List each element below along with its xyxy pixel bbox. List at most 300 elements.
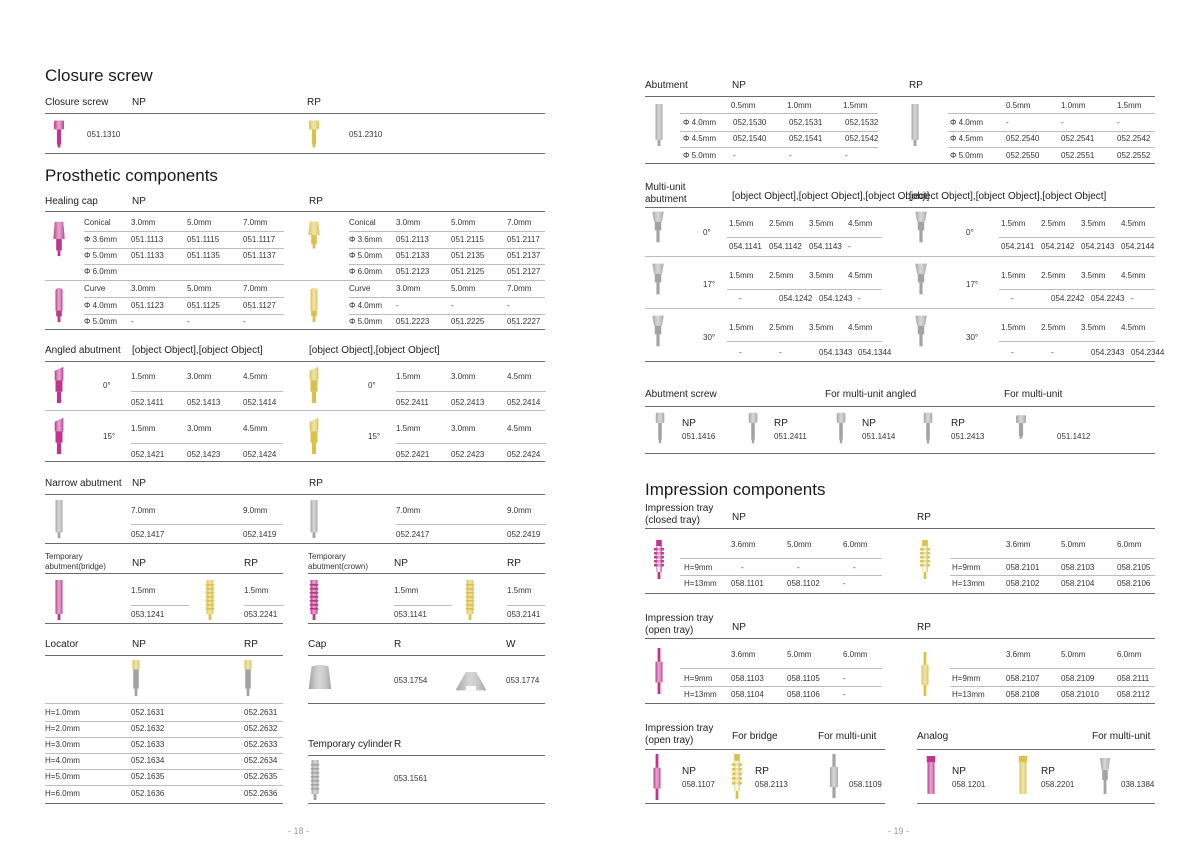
np-header: NP <box>132 558 146 569</box>
section-title: Impression components <box>645 480 826 499</box>
cap-w-icon <box>454 665 488 693</box>
row-label: abutment(crown) <box>308 562 369 571</box>
product-code: 054.2143 <box>1081 242 1115 251</box>
divider <box>349 297 545 298</box>
product-code: 052.1419 <box>243 530 277 539</box>
size-label: 3.5mm <box>809 323 834 332</box>
product-code: 052.2413 <box>451 398 485 407</box>
table-cell: 051.1117 <box>243 235 276 244</box>
divider <box>45 410 545 411</box>
size-label: 0.5mm <box>1006 101 1031 110</box>
product-code: 054.2142 <box>1041 242 1075 251</box>
height-label: H=5.0mm <box>45 772 80 781</box>
diameter-label: Φ 4.5mm <box>683 134 717 143</box>
product-code: 052.2550 <box>1006 151 1040 160</box>
table-cell: 051.2225 <box>451 317 485 326</box>
abutment-screw-rp-icon <box>747 411 759 445</box>
table-cell: Φ 5.0mm <box>84 317 118 326</box>
divider <box>308 755 545 756</box>
divider <box>349 231 545 232</box>
row-label: Temporary cylinder <box>308 739 393 750</box>
divider <box>45 703 283 704</box>
product-code: 058.2108 <box>1006 690 1040 699</box>
size-label: 1.5mm <box>244 586 269 595</box>
product-code: - <box>843 579 846 588</box>
product-code: 052.1417 <box>131 530 165 539</box>
size-label: 1.5mm <box>1117 101 1142 110</box>
product-code: - <box>1117 118 1120 127</box>
multiunit-np-icon <box>650 262 666 296</box>
row-label: Narrow abutment <box>45 478 122 489</box>
divider <box>948 147 1155 148</box>
size-label: 3.0mm <box>187 372 212 381</box>
size-label: 4.5mm <box>507 424 532 433</box>
size-label: 3.5mm <box>1081 323 1106 332</box>
product-code: 054.1242 <box>779 294 813 303</box>
closed-tray-rp-icon <box>918 540 932 580</box>
product-code: 058.1201 <box>952 780 986 789</box>
product-code: 058.21010 <box>1061 690 1099 699</box>
row-label: abutment(bridge) <box>45 562 106 571</box>
product-code: 052.1424 <box>243 450 277 459</box>
height-label: H=9mm <box>684 563 713 572</box>
height-label: H=4.0mm <box>45 756 80 765</box>
size-label: 4.5mm <box>1121 271 1146 280</box>
table-cell: - <box>187 317 190 326</box>
angled-abutment-0-np-icon <box>52 367 66 405</box>
product-code: - <box>1011 294 1014 303</box>
divider <box>645 528 1155 529</box>
angled-screw-np-icon <box>835 411 847 445</box>
divider <box>394 605 452 606</box>
healing-cap-curve-rp-icon <box>307 286 321 324</box>
closed-tray-np-icon <box>652 540 666 580</box>
row-label: Cap <box>308 639 327 650</box>
product-code: - <box>741 563 744 572</box>
divider <box>999 237 1155 238</box>
divider <box>84 231 284 232</box>
product-code: - <box>1061 118 1064 127</box>
table-cell: Conical <box>84 218 111 227</box>
rp-header: RP <box>307 97 321 108</box>
divider <box>45 280 545 281</box>
table-cell: 051.1133 <box>131 251 164 260</box>
rp-header: RP <box>507 558 521 569</box>
divider <box>84 264 284 265</box>
np-header: NP <box>132 478 146 489</box>
np-header: [object Object],[object Object] <box>132 345 263 356</box>
row-label: Closure screw <box>45 97 109 108</box>
divider <box>680 686 882 687</box>
product-code: - <box>845 151 848 160</box>
divider <box>950 575 1155 576</box>
row-label: Temporary <box>308 552 346 561</box>
product-code: 058.2112 <box>1117 690 1150 699</box>
product-code: 052.2632 <box>244 724 278 733</box>
product-code: 052.2631 <box>244 708 278 717</box>
r-header: R <box>394 739 402 750</box>
row-label: abutment <box>645 194 687 205</box>
np-header: NP <box>394 558 408 569</box>
product-code: 053.1774 <box>506 676 540 685</box>
table-cell: 051.2117 <box>507 235 540 244</box>
size-label: 3.6mm <box>1006 540 1031 549</box>
product-code: 052.2551 <box>1061 151 1095 160</box>
row-label: Abutment <box>645 80 688 91</box>
divider <box>84 297 284 298</box>
product-code: 054.1141 <box>729 242 762 251</box>
divider <box>917 749 1155 750</box>
divider <box>45 461 545 462</box>
size-label: 3.6mm <box>731 650 756 659</box>
product-code: 051.2411 <box>774 432 807 441</box>
product-code: - <box>843 690 846 699</box>
angle-label: 30° <box>966 333 979 342</box>
product-code: 058.2111 <box>1117 674 1150 683</box>
angle-label: 17° <box>703 280 716 289</box>
size-label: 1.5mm <box>131 424 156 433</box>
size-label: 1.5mm <box>1001 323 1026 332</box>
open-tray-multiunit-icon <box>826 754 842 798</box>
rp-header: RP <box>774 418 788 429</box>
product-code: 052.1632 <box>131 724 165 733</box>
open-tray-rp-icon <box>918 652 932 696</box>
product-code: 054.2344 <box>1131 348 1165 357</box>
section-title: Closure screw <box>45 66 153 85</box>
divider <box>999 341 1155 342</box>
product-code: 053.1141 <box>394 610 427 619</box>
product-code: 058.2113 <box>755 780 788 789</box>
product-code: 053.2141 <box>507 610 541 619</box>
divider <box>645 803 885 804</box>
product-code: 058.1104 <box>731 690 764 699</box>
size-label: 4.5mm <box>243 424 268 433</box>
divider <box>507 605 545 606</box>
np-header: NP <box>682 418 696 429</box>
open-tray-bridge-np-icon <box>650 754 664 800</box>
size-label: 2.5mm <box>1041 323 1066 332</box>
product-code: 052.1414 <box>243 398 277 407</box>
np-header: NP <box>952 766 966 777</box>
table-cell: - <box>451 301 454 310</box>
product-code: 054.2141 <box>1001 242 1035 251</box>
product-code: 054.1142 <box>769 242 802 251</box>
table-cell: 051.1127 <box>243 301 276 310</box>
product-code: - <box>797 563 800 572</box>
table-cell: Curve <box>349 284 371 293</box>
product-code: 054.2242 <box>1051 294 1085 303</box>
product-code: 058.2107 <box>1006 674 1040 683</box>
divider <box>244 605 284 606</box>
table-cell: 051.2115 <box>451 235 484 244</box>
product-code: 058.1102 <box>787 579 820 588</box>
divider <box>645 163 1155 164</box>
divider <box>131 391 283 392</box>
height-label: H=9mm <box>952 563 981 572</box>
divider <box>645 361 1155 362</box>
divider <box>45 113 545 114</box>
angle-label: 15° <box>103 432 116 441</box>
product-code: 051.2413 <box>951 432 985 441</box>
product-code: 052.2635 <box>244 772 278 781</box>
height-label: H=13mm <box>952 690 985 699</box>
size-label: 4.5mm <box>1121 323 1146 332</box>
table-cell: 7.0mm <box>243 284 268 293</box>
product-code: 051.1310 <box>87 130 121 139</box>
rp-header: RP <box>909 80 923 91</box>
product-code: 054.2144 <box>1121 242 1155 251</box>
product-code: 053.1561 <box>394 774 428 783</box>
divider <box>131 443 283 444</box>
size-label: 1.5mm <box>394 586 419 595</box>
product-code: 052.2636 <box>244 789 278 798</box>
divider <box>727 237 882 238</box>
product-code: 051.1414 <box>862 432 896 441</box>
product-code: 052.1413 <box>187 398 221 407</box>
divider <box>45 329 545 330</box>
divider <box>84 248 284 249</box>
size-label: 3.6mm <box>731 540 756 549</box>
product-code: 058.1103 <box>731 674 764 683</box>
multiunit-np-icon <box>650 210 666 244</box>
size-label: 6.0mm <box>843 650 868 659</box>
divider <box>999 289 1155 290</box>
abutment-np-icon <box>652 104 666 146</box>
np-header: NP <box>732 512 746 523</box>
size-label: 1.5mm <box>843 101 868 110</box>
multiunit-screw-icon <box>1014 414 1028 440</box>
table-cell: 3.0mm <box>131 284 156 293</box>
product-code: - <box>733 151 736 160</box>
product-code: 051.1416 <box>682 432 716 441</box>
analog-np-icon <box>924 756 938 798</box>
product-code: 052.2421 <box>396 450 430 459</box>
height-label: H=13mm <box>684 579 717 588</box>
table-cell: Curve <box>84 284 106 293</box>
section-title: Prosthetic components <box>45 166 218 185</box>
table-cell: 051.2223 <box>396 317 430 326</box>
size-label: 1.5mm <box>131 372 156 381</box>
product-code: 052.1411 <box>131 398 164 407</box>
divider <box>396 524 546 525</box>
product-code: 052.1530 <box>733 118 767 127</box>
size-label: 1.5mm <box>131 586 156 595</box>
table-cell: 3.0mm <box>396 218 421 227</box>
size-label: 7.0mm <box>396 506 421 515</box>
size-label: 6.0mm <box>843 540 868 549</box>
angled-abutment-0-rp-icon <box>307 367 321 405</box>
divider <box>396 443 546 444</box>
size-label: 3.5mm <box>1081 219 1106 228</box>
rp-header: RP <box>309 478 323 489</box>
size-label: 1.5mm <box>729 219 754 228</box>
size-label: 4.5mm <box>507 372 532 381</box>
divider <box>45 573 283 574</box>
divider <box>645 453 1155 454</box>
divider <box>349 314 545 315</box>
table-cell: 051.1123 <box>131 301 164 310</box>
size-label: 4.5mm <box>848 323 873 332</box>
table-cell: - <box>243 317 246 326</box>
product-code: 052.1635 <box>131 772 165 781</box>
height-label: H=13mm <box>684 690 717 699</box>
rp-header: RP <box>1041 766 1055 777</box>
size-label: 7.0mm <box>131 506 156 515</box>
table-cell: - <box>131 317 134 326</box>
product-code: 058.1107 <box>682 780 715 789</box>
row-label: Angled abutment <box>45 345 121 356</box>
table-cell: 051.2127 <box>507 267 541 276</box>
product-code: 052.1634 <box>131 756 165 765</box>
product-code: 052.2423 <box>451 450 485 459</box>
divider <box>349 248 545 249</box>
size-label: 2.5mm <box>769 271 794 280</box>
divider <box>645 207 1155 208</box>
table-cell: Φ 4.0mm <box>84 301 118 310</box>
divider <box>917 803 1155 804</box>
rp-header: RP <box>755 766 769 777</box>
diameter-label: Φ 4.0mm <box>950 118 984 127</box>
divider <box>948 131 1155 132</box>
rp-header: RP <box>951 418 965 429</box>
height-label: H=9mm <box>952 674 981 683</box>
product-code: - <box>858 294 861 303</box>
narrow-abutment-np-icon <box>52 500 66 538</box>
table-cell: Φ 6.0mm <box>349 267 383 276</box>
size-label: 1.0mm <box>1061 101 1086 110</box>
product-code: 054.1344 <box>858 348 892 357</box>
divider <box>645 749 885 750</box>
angled-abutment-15-np-icon <box>52 418 66 456</box>
narrow-abutment-rp-icon <box>307 500 321 538</box>
rp-header: [object Object],[object Object],[object Object] <box>909 191 1107 202</box>
size-label: 3.5mm <box>809 271 834 280</box>
row-label: Healing cap <box>45 196 98 207</box>
product-code: 052.1636 <box>131 789 165 798</box>
product-code: 052.2633 <box>244 740 278 749</box>
product-code: - <box>789 151 792 160</box>
size-label: 2.5mm <box>1041 219 1066 228</box>
divider <box>45 753 283 754</box>
product-code: 058.1105 <box>787 674 820 683</box>
table-cell: 051.2135 <box>451 251 485 260</box>
divider <box>645 703 1155 704</box>
product-code: 053.1754 <box>394 676 428 685</box>
column-header: For multi-unit <box>1092 731 1151 742</box>
closure-screw-rp-icon <box>307 119 321 149</box>
table-cell: 3.0mm <box>131 218 156 227</box>
product-code: 054.2243 <box>1091 294 1125 303</box>
size-label: 9.0mm <box>243 506 268 515</box>
product-code: 051.1412 <box>1057 432 1091 441</box>
divider <box>308 803 545 804</box>
size-label: 1.5mm <box>507 586 532 595</box>
size-label: 1.5mm <box>1001 219 1026 228</box>
w-header: W <box>506 639 516 650</box>
size-label: 4.5mm <box>848 271 873 280</box>
healing-cap-curve-np-icon <box>52 286 66 324</box>
size-label: 1.5mm <box>1001 271 1026 280</box>
size-label: 1.0mm <box>787 101 812 110</box>
height-label: H=3.0mm <box>45 740 80 749</box>
rp-header: [object Object],[object Object] <box>309 345 440 356</box>
product-code: 052.1423 <box>187 450 221 459</box>
page-number: - 18 - <box>288 826 310 836</box>
product-code: - <box>1131 294 1134 303</box>
angle-label: 17° <box>966 280 979 289</box>
table-cell: 051.1115 <box>187 235 220 244</box>
row-label: For multi-unit angled <box>825 389 917 400</box>
product-code: 051.2310 <box>349 130 383 139</box>
table-cell: 5.0mm <box>187 218 212 227</box>
height-label: H=1.0mm <box>45 708 80 717</box>
row-label: Locator <box>45 639 79 650</box>
product-code: - <box>853 563 856 572</box>
product-code: 052.2542 <box>1117 134 1151 143</box>
product-code: 053.2241 <box>244 610 278 619</box>
rp-header: RP <box>244 558 258 569</box>
row-label: (closed tray) <box>645 515 701 526</box>
table-cell: Φ 5.0mm <box>349 251 383 260</box>
product-code: - <box>1011 348 1014 357</box>
divider <box>948 113 1155 114</box>
size-label: 3.0mm <box>187 424 212 433</box>
rp-header: RP <box>309 196 323 207</box>
diameter-label: Φ 4.5mm <box>950 134 984 143</box>
product-code: 052.1540 <box>733 134 767 143</box>
temp-bridge-np-icon <box>52 580 66 620</box>
divider <box>950 668 1155 669</box>
product-code: 052.1542 <box>845 134 879 143</box>
product-code: 052.2414 <box>507 398 541 407</box>
product-code: 052.2424 <box>507 450 541 459</box>
product-code: 052.2634 <box>244 756 278 765</box>
divider <box>45 543 545 544</box>
angle-label: 0° <box>103 381 111 390</box>
height-label: H=9mm <box>684 674 713 683</box>
np-header: NP <box>132 639 146 650</box>
row-label: Analog <box>917 731 949 742</box>
divider <box>396 391 546 392</box>
multiunit-rp-icon <box>913 210 929 244</box>
product-code: 052.2540 <box>1006 134 1040 143</box>
divider <box>308 655 545 656</box>
row-label: Temporary <box>45 552 83 561</box>
product-code: 058.2102 <box>1006 579 1040 588</box>
product-code: 053.1241 <box>131 610 165 619</box>
size-label: 6.0mm <box>1117 540 1142 549</box>
temp-bridge-rp-icon <box>203 580 217 620</box>
size-label: 2.5mm <box>769 323 794 332</box>
product-code: 038.1384 <box>1121 780 1155 789</box>
size-label: 3.0mm <box>451 424 476 433</box>
table-cell: Φ 3.6mm <box>84 235 118 244</box>
np-header: [object Object],[object Object],[object Object] <box>732 191 930 202</box>
size-label: 5.0mm <box>1061 540 1086 549</box>
table-cell: 7.0mm <box>507 218 532 227</box>
table-cell: 5.0mm <box>451 284 476 293</box>
product-code: 052.1421 <box>131 450 165 459</box>
angled-screw-rp-icon <box>922 411 934 445</box>
row-label: (open tray) <box>645 735 694 746</box>
product-code: - <box>843 674 846 683</box>
table-cell: 051.1135 <box>187 251 220 260</box>
locator-rp-icon <box>241 660 255 698</box>
table-cell: - <box>507 301 510 310</box>
product-code: 052.2541 <box>1061 134 1095 143</box>
product-code: 052.2417 <box>396 530 430 539</box>
divider <box>45 803 283 804</box>
